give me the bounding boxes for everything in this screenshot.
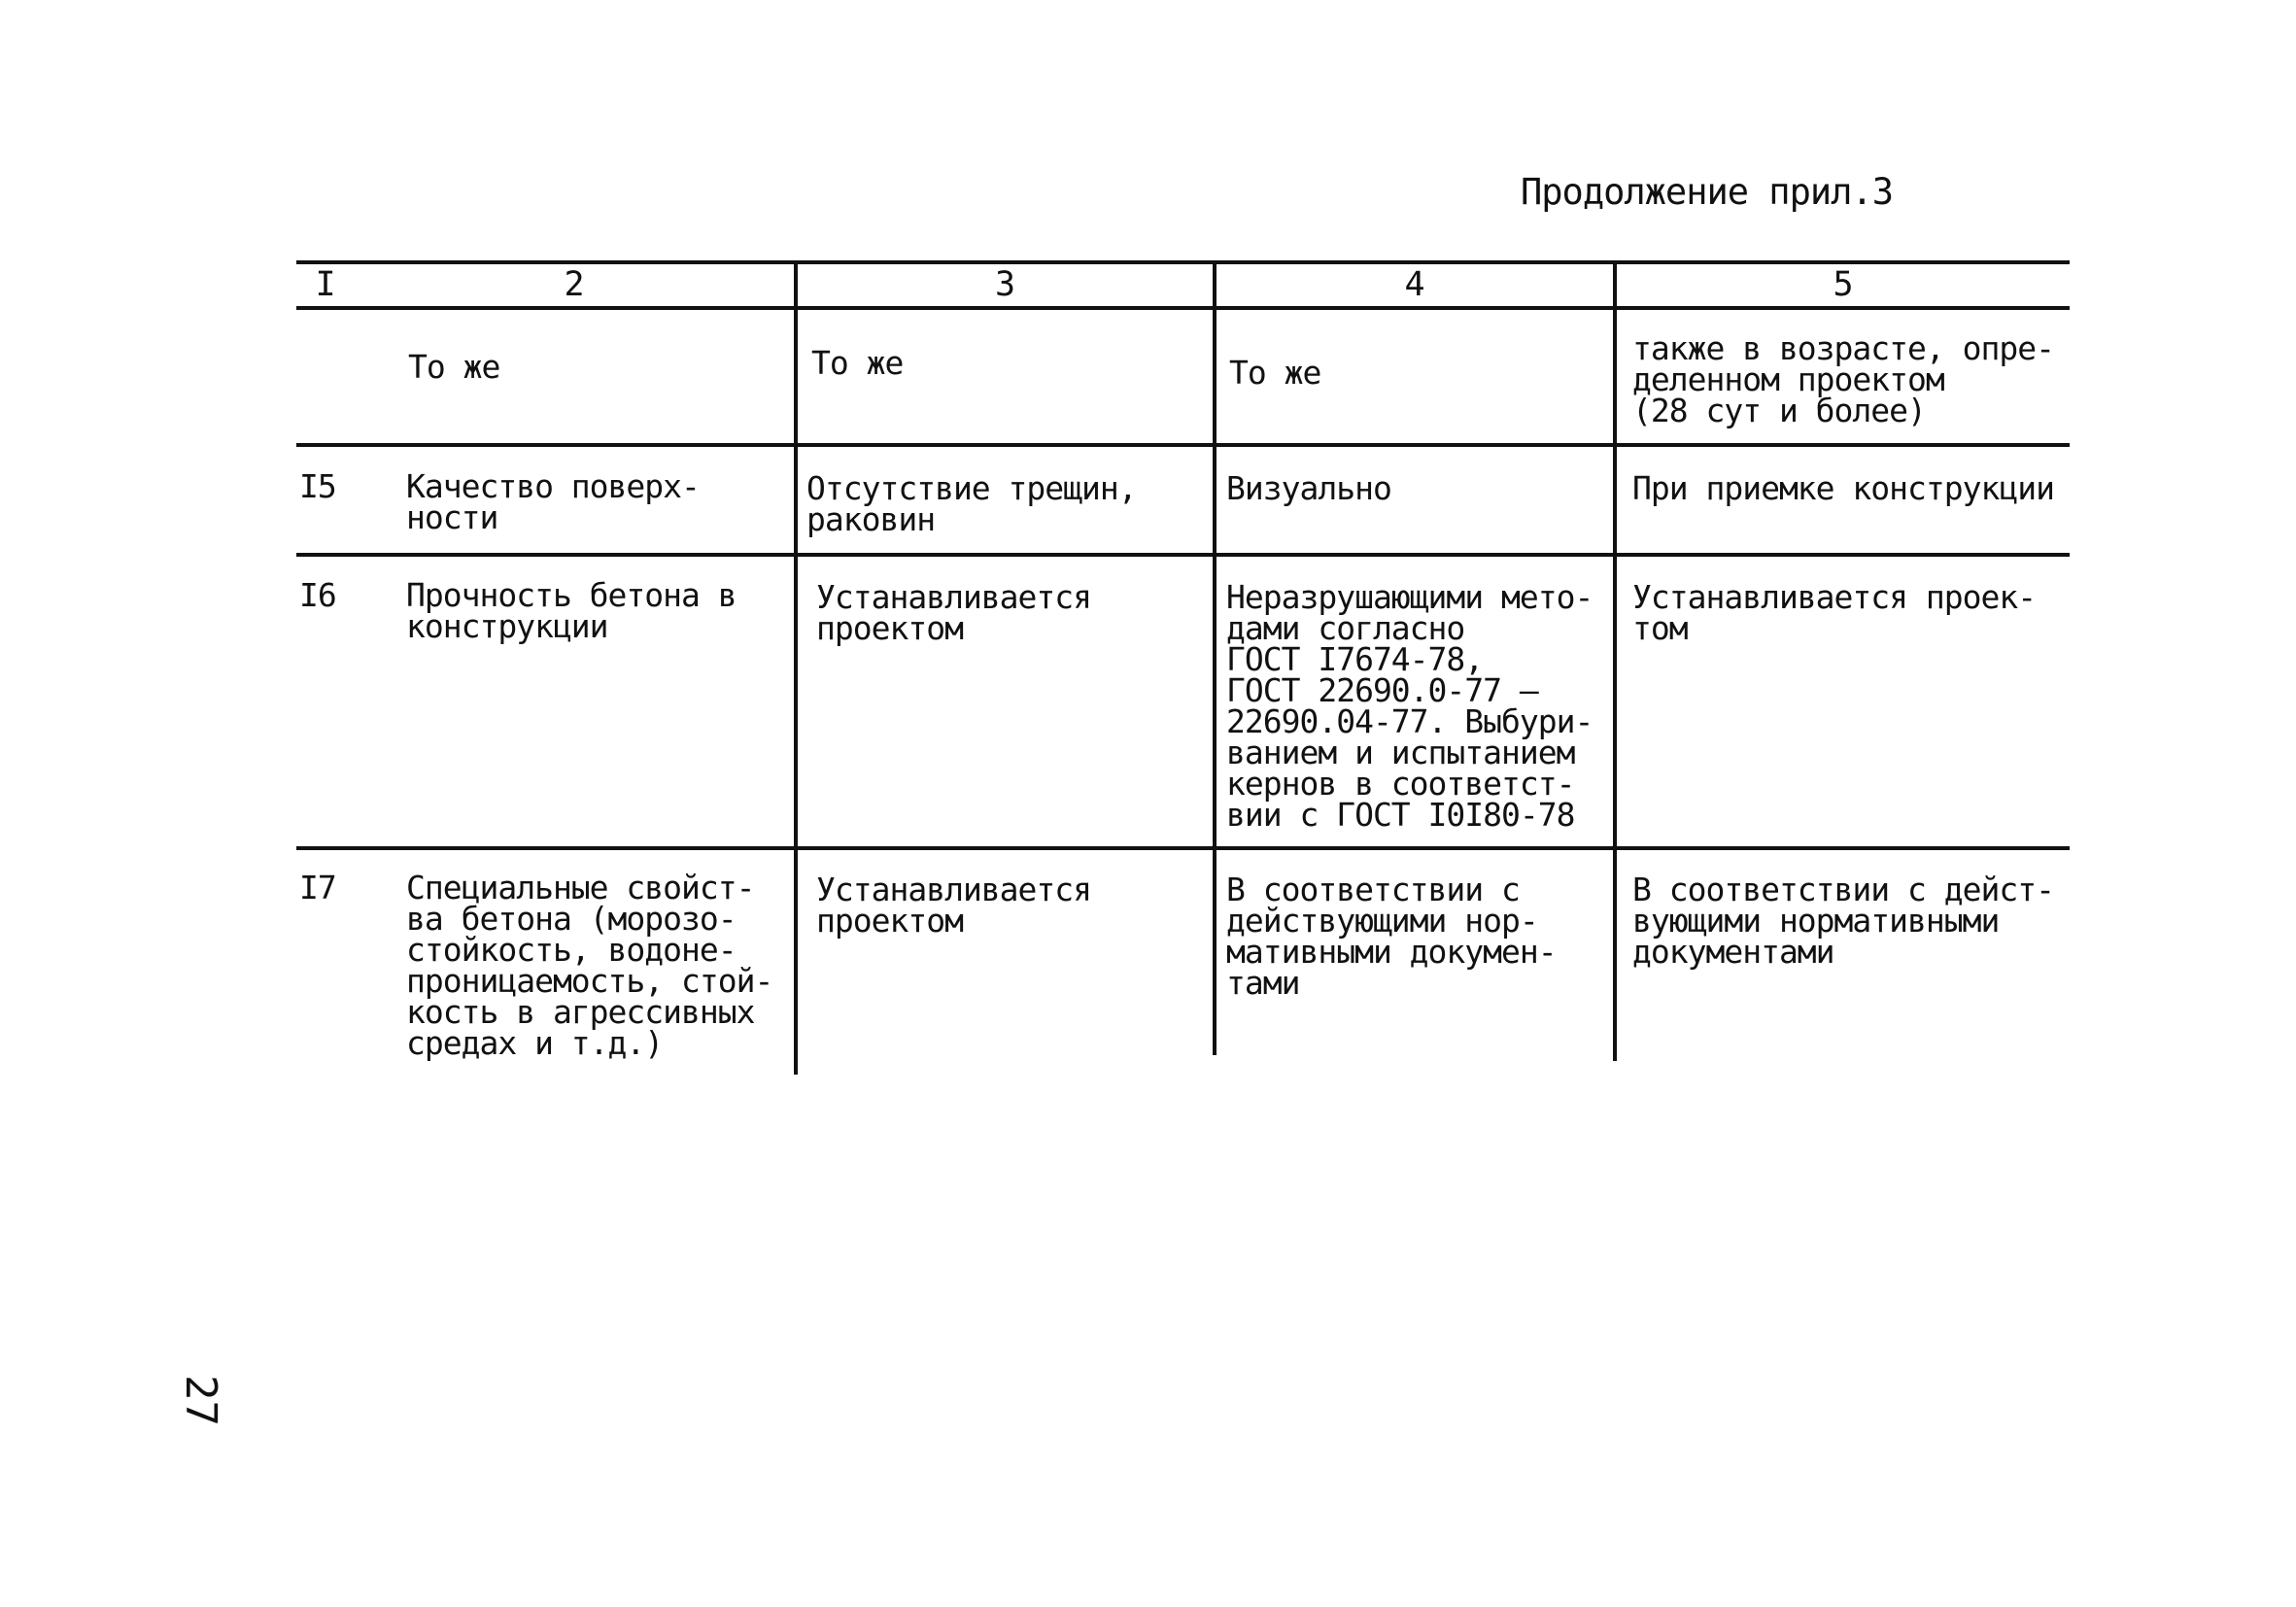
row-requirement: Устанавливается проектом [816, 578, 1092, 647]
row-method: Неразрушающими мето- дами согласно ГОСТ I7674-78, ГОСТ 22690.0-77 — 22690.04-77. Выбури- ванием и испытанием кернов в соответст- вии с ГОСТ I0I80-78 [1226, 578, 1593, 834]
row-number: I7 [299, 869, 336, 906]
row-timing: Устанавливается проек- том [1632, 578, 2037, 647]
row-timing: также в возрасте, опре- деленном проектом (28 сут и более) [1632, 329, 2054, 429]
row-name: То же [408, 348, 500, 386]
row-number: I5 [299, 467, 336, 505]
col-rule-2 [1213, 260, 1217, 1055]
row-rule-1 [296, 443, 2070, 447]
column-header-4: 4 [1404, 265, 1425, 304]
table-top-rule [296, 260, 2070, 264]
row-name: Специальные свойст- ва бетона (морозо- стойкость, водоне- проницаемость, стой- кость в агрессивных средах и т.д.) [406, 869, 773, 1062]
header-bottom-rule [296, 306, 2070, 310]
column-header-2: 2 [564, 265, 585, 304]
row-requirement: То же [811, 344, 904, 382]
column-header-3: 3 [994, 265, 1016, 304]
page-number: 27 [176, 1375, 225, 1426]
column-header-1: I [315, 265, 336, 304]
row-rule-3 [296, 846, 2070, 850]
row-requirement: Отсутствие трещин, раковин [806, 469, 1137, 538]
row-method: То же [1229, 354, 1321, 392]
col-rule-3 [1613, 260, 1617, 1061]
row-method: Визуально [1226, 469, 1391, 507]
row-rule-2 [296, 553, 2070, 557]
row-name: Прочность бетона в конструкции [406, 576, 737, 645]
column-header-5: 5 [1833, 265, 1854, 304]
row-timing: В соответствии с дейст- вующими нормативными документами [1632, 871, 2054, 971]
continuation-label: Продолжение прил.3 [1521, 171, 1893, 213]
row-name: Качество поверх- ности [406, 467, 700, 536]
row-requirement: Устанавливается проектом [816, 871, 1092, 940]
row-timing: При приемке конструкции [1632, 469, 2054, 507]
row-method: В соответствии с действующими нор- мативными докумен- тами [1226, 871, 1557, 1002]
col-rule-1 [794, 260, 798, 1075]
row-number: I6 [299, 576, 336, 614]
